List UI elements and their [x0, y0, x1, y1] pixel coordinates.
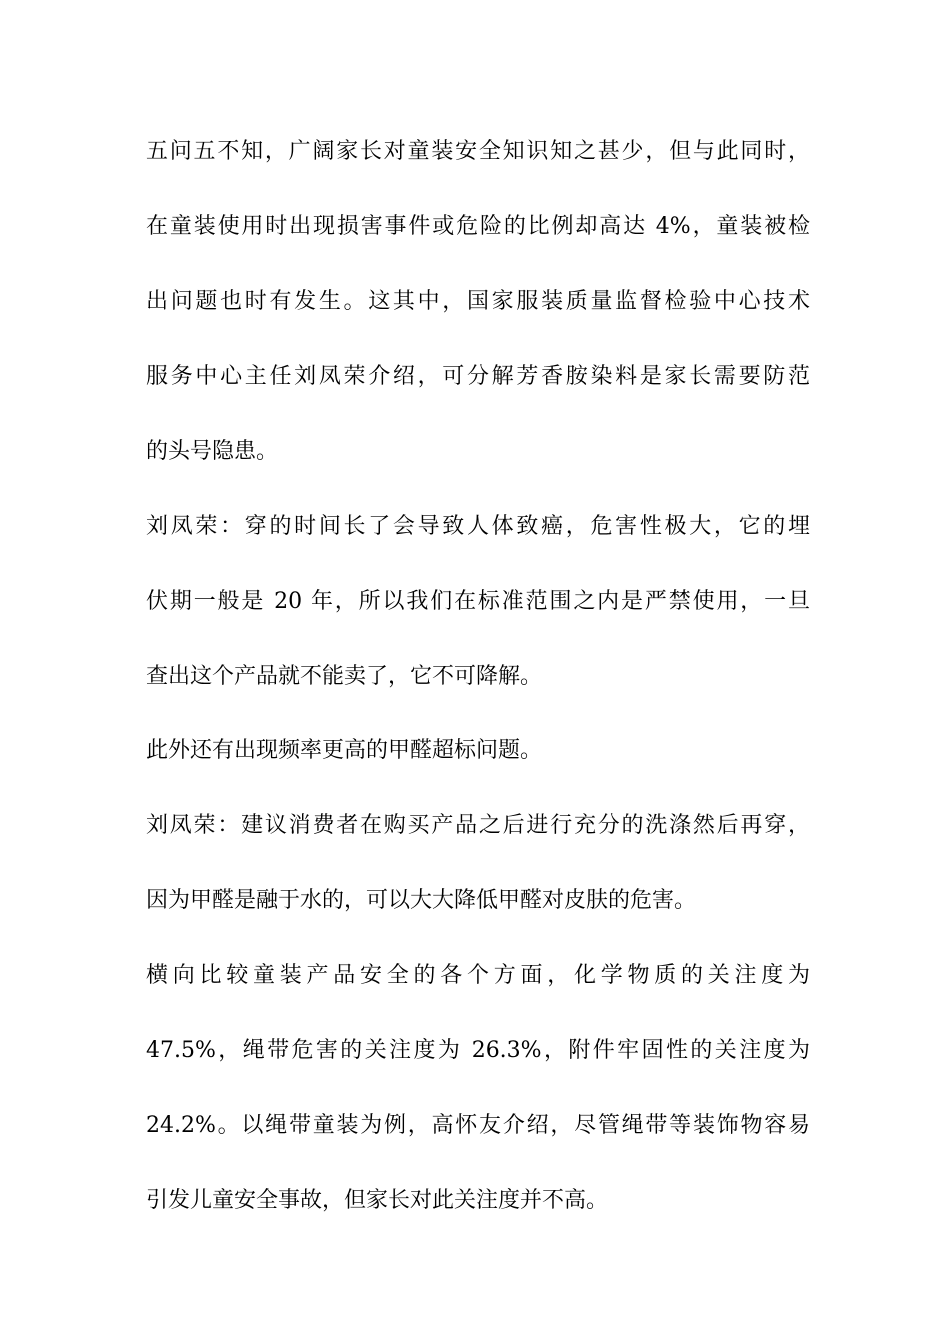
text-line: 五问五不知，广阔家长对童装安全知识知之甚少，但与此同时，	[146, 139, 810, 164]
text-line: 出问题也时有发生。这其中，国家服装质量监督检验中心技术	[146, 289, 810, 314]
text-line: 此外还有出现频率更高的甲醛超标问题。	[146, 738, 543, 763]
text-line: 伏期一般是 20 年，所以我们在标准范围之内是严禁使用，一旦	[146, 589, 810, 614]
text-line: 因为甲醛是融于水的，可以大大降低甲醛对皮肤的危害。	[146, 888, 697, 913]
text-line: 横向比较童装产品安全的各个方面，化学物质的关注度为	[146, 963, 810, 988]
text-line: 的头号隐患。	[146, 439, 279, 464]
text-line: 刘凤荣：建议消费者在购买产品之后进行充分的洗涤然后再穿，	[146, 813, 810, 838]
text-line: 24.2%。以绳带童装为例，高怀友介绍，尽管绳带等装饰物容易	[146, 1113, 810, 1138]
text-line: 在童装使用时出现损害事件或危险的比例却高达 4%，童装被检	[146, 214, 810, 239]
text-line: 服务中心主任刘凤荣介绍，可分解芳香胺染料是家长需要防范	[146, 364, 810, 389]
text-line: 引发儿童安全事故，但家长对此关注度并不高。	[146, 1188, 609, 1213]
text-line: 查出这个产品就不能卖了，它不可降解。	[146, 664, 543, 689]
text-line: 刘凤荣：穿的时间长了会导致人体致癌，危害性极大，它的埋	[146, 514, 810, 539]
text-line: 47.5%，绳带危害的关注度为 26.3%，附件牢固性的关注度为	[146, 1038, 810, 1063]
